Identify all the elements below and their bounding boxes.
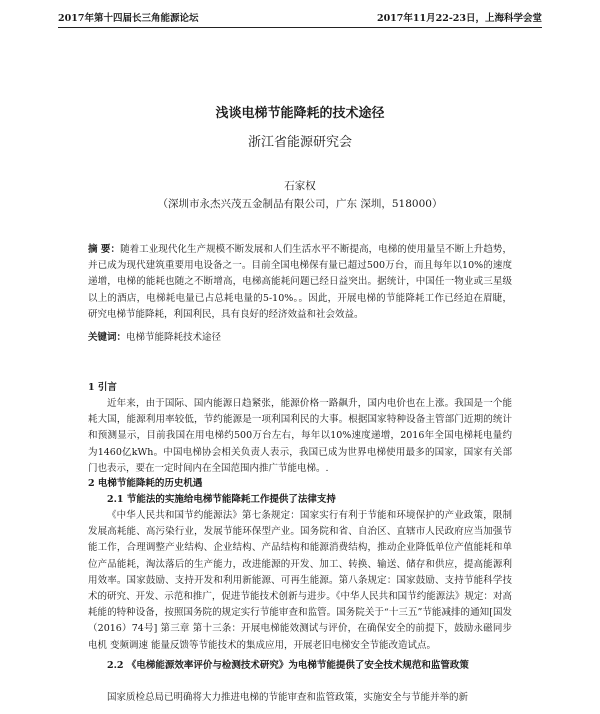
keywords-text: 电梯节能降耗技术途径 — [126, 332, 222, 343]
header-date-venue: 2017年11月22-23日，上海科学会堂 — [376, 13, 542, 24]
header-divider — [58, 27, 542, 28]
section-2-1-body: 《中华人民共和国节约能源法》第七条规定：国家实行有利于节能和环境保护的产业政策，限制发展高耗能、高污染行业，发展节能环保型产业。国务院和省、自治区、直辖市人民政府应当加强节能工作，合理调整产业结构、企业结构、产品结构和能源消费结构，推动企业降低单位产值能耗和单位产品能耗，淘汰落后的生产能力，改进能源的开发、加工、转换、输送、储存和供应，提高能源利用效率。国家鼓励、支持开发和利用新能源、可再生能源。第八条规定：国家鼓励、支持节能科学技术的研究、开发、示范和推广，促进节能技术创新与进步。《中华人民共和国节约能源法》规定：对高耗能的特种设备，按照国务院的规定实行节能审查和监管。国务院关于“十三五”节能减排的通知[国发（2016）74号] 第三章 第十三条：开展电梯能效测试与评价，在确保安全的前提下，鼓励永磁同步电机 变频调速 能量反馈等节能技术的集成应用，开展老旧电梯安全节能改造试点。 — [88, 510, 512, 651]
paper-affiliation: （深圳市永杰兴茂五金制品有限公司，广东 深圳，518000） — [157, 198, 443, 210]
section-1-body: 近年来，由于国际、国内能源日趋紧张，能源价格一路飙升，国内电价也在上涨。我国是一个能耗大国，能源利用率较低，节约能源是一项利国利民的大事。根据国家特种设备主管部门近期的统计和预测显示，目前我国在用电梯约500万台左右，每年以10%速度递增，2016年全国电梯耗电量约为1460亿kWh。中国电梯协会相关负责人表示，我国已成为世界电梯使用最多的国家，国家有关部门也表示，要在一定时间内在全国范围内推广节能电梯。. — [88, 398, 512, 474]
section-2-2-heading: 2.2 《电梯能源效率评价与检测技术研究》为电梯节能提供了安全技术规范和监管政策 — [107, 660, 469, 671]
abstract-text: 随着工业现代化生产规模不断发展和人们生活水平不断提高，电梯的使用量呈不断上升趋势，并已成为现代建筑重要用电设备之一。目前全国电梯保有量已超过500万台，而且每年以10%的速度递增，电梯的能耗也随之不断增高，电梯高能耗问题已经日益突出。据统计，中国任一物业或三星级以上的酒店，电梯耗电量已占总耗电量的5-10%。。因此，开展电梯的节能降耗工作已经迫在眉睫，研究电梯节能降耗，利国利民，具有良好的经济效益和社会效益。 — [88, 244, 512, 320]
header-conference: 2017年第十四届长三角能源论坛 — [58, 13, 199, 24]
section-2-heading: 2 电梯节能降耗的历史机遇 — [88, 478, 203, 489]
page-header — [58, 10, 542, 24]
section-1-heading: 1 引言 — [88, 382, 117, 393]
abstract — [88, 242, 512, 323]
keywords — [88, 330, 512, 346]
paper-author: 石家权 — [284, 180, 316, 192]
section-2-2-body: 国家质检总局已明确将大力推进电梯的节能审查和监管政策，实施安全与节能并举的新 — [107, 692, 469, 703]
keywords-label: 关键词： — [88, 332, 127, 343]
abstract-label: 摘 要： — [88, 244, 121, 255]
paper-title: 浅谈电梯节能降耗的技术途径 — [215, 106, 385, 121]
section-2-1-heading: 2.1 节能法的实施给电梯节能降耗工作提供了法律支持 — [107, 494, 336, 505]
paper-organization: 浙江省能源研究会 — [247, 135, 352, 150]
